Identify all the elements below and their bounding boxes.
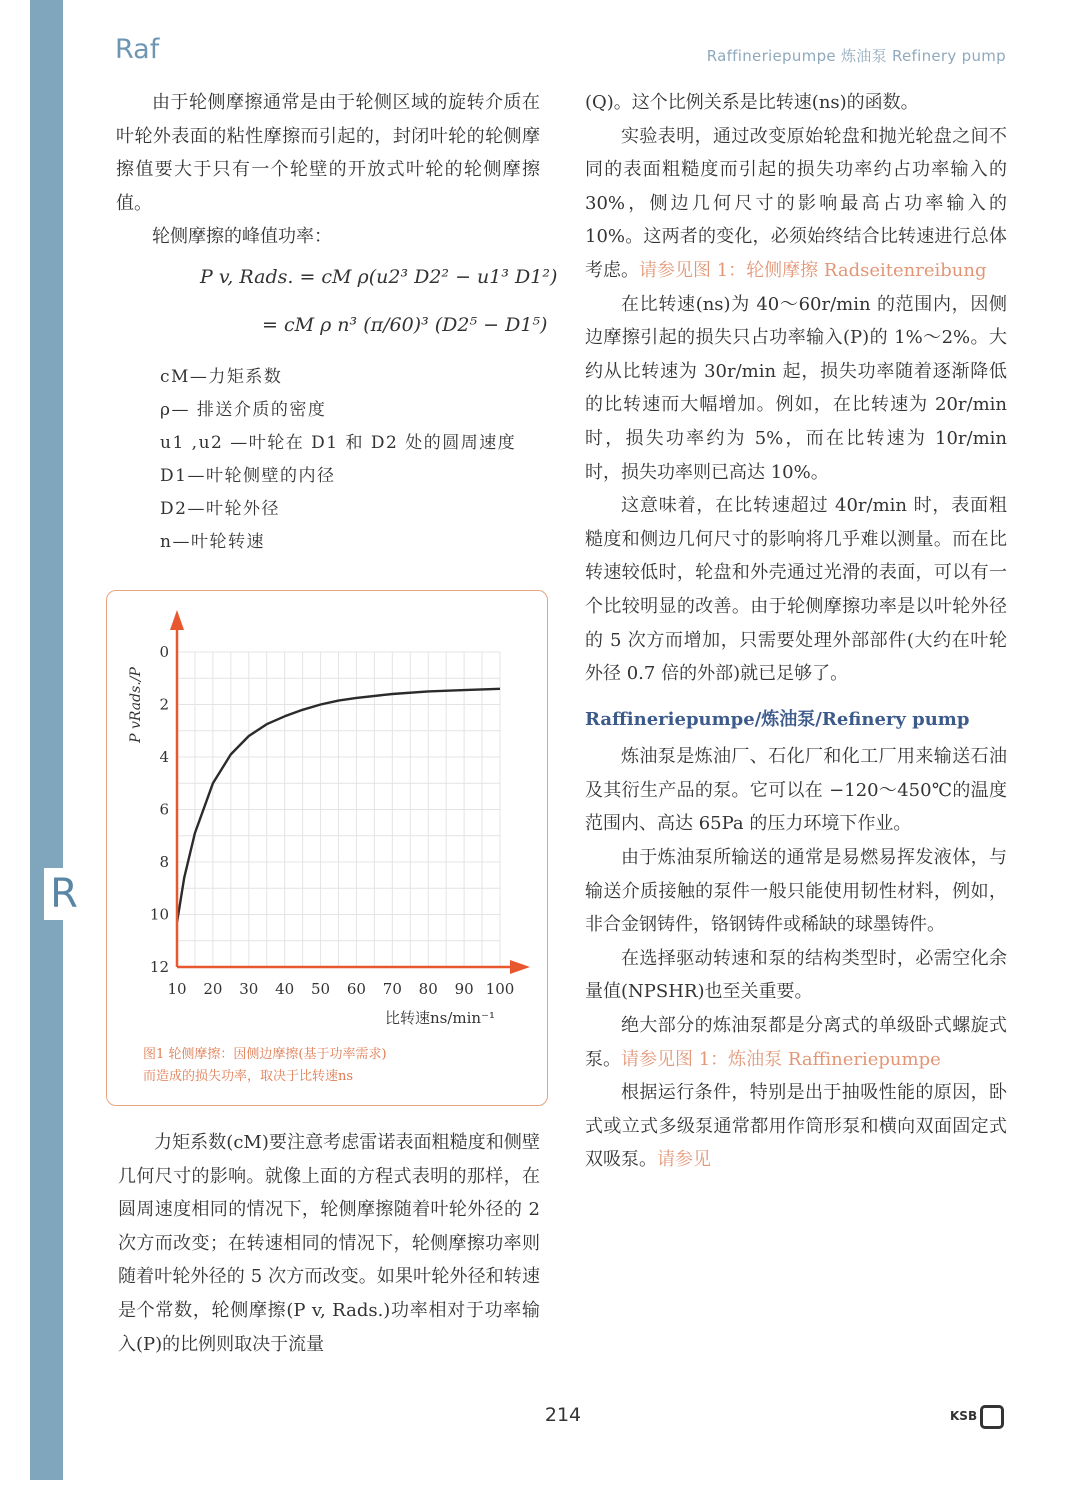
paragraph: 这意味着，在比转速超过 40r/min 时，表面粗糙度和侧边几何尺寸的影响将几乎难以测量。而在比转速较低时，轮盘和外壳通过光滑的表面，可以有一个比较明显的改善。由于轮侧摩擦功率是以叶轮外径的 5 次方而增加，只需要处理外部部件(大约在叶轮外径 0.7 倍的外部)就已足够了。	[585, 495, 1007, 685]
paragraph: 在选择驱动转速和泵的结构类型时，必需空化余量值(NPSHR)也至关重要。	[585, 947, 1007, 1003]
ksb-logo: KSB	[950, 1409, 978, 1423]
symbol-definition: n—叶轮转速	[160, 532, 265, 552]
x-axis-label: 比转速ns/min⁻¹	[384, 1009, 496, 1027]
cross-reference-link[interactable]: 请参见图 1：轮侧摩擦 Radseitenreibung	[639, 259, 987, 281]
left-column-bottom	[118, 1126, 540, 1361]
y-tick-label: 2	[159, 695, 169, 714]
ksb-logo-icon	[980, 1405, 1004, 1429]
section-heading: Raffineriepumpe/炼油泵/Refinery pump	[585, 708, 970, 730]
cross-reference-link[interactable]: 请参见图 1：炼油泵 Raffineriepumpe	[621, 1048, 941, 1070]
paragraph: 由于轮侧摩擦通常是由于轮侧区域的旋转介质在叶轮外表面的粘性摩擦而引起的，封闭叶轮的轮侧摩擦值要大于只有一个轮壁的开放式叶轮的轮侧摩擦值。	[116, 92, 540, 214]
x-axis-arrow-icon	[510, 960, 530, 974]
figure-caption-line: 图1 轮侧摩擦：因侧边摩擦(基于功率需求)	[143, 1047, 387, 1062]
x-tick-label: 60	[346, 980, 366, 998]
paragraph: 由于炼油泵所输送的通常是易燃易挥发液体，与输送介质接触的泵件一般只能使用韧性材料，例如，非合金钢铸件，铬钢铸件或稀缺的球墨铸件。	[585, 847, 1007, 936]
paragraph: (Q)。这个比例关系是比转速(ns)的函数。	[585, 92, 919, 113]
symbol-definition: cM—力矩系数	[160, 367, 283, 387]
cross-reference-link[interactable]: 请参见	[657, 1149, 711, 1171]
paragraph: 炼油泵是炼油厂、石化厂和化工厂用来输送石油及其衍生产品的泵。它可以在 −120～450℃的温度范围内、高达 65Pa 的压力环境下作业。	[585, 746, 1007, 835]
symbol-definition: D1—叶轮侧壁的内径	[160, 466, 336, 486]
x-tick-label: 70	[382, 980, 402, 998]
paragraph	[585, 1076, 1007, 1177]
formula-line-2: = cM ρ n³ (π/60)³ (D2⁵ − D1⁵)	[262, 314, 548, 336]
x-tick-label: 30	[239, 980, 259, 998]
symbol-definition: u1 ,u2 —叶轮在 D1 和 D2 处的圆周速度	[160, 433, 517, 453]
paragraph	[585, 1009, 1007, 1076]
x-tick-label: 10	[167, 980, 187, 998]
formula-line-1: P v, Rads. = cM ρ(u2³ D2² − u1³ D1²)	[200, 266, 558, 288]
symbol-definition: ρ— 排送介质的密度	[160, 400, 327, 420]
paragraph-text: 实验表明，通过改变原始轮盘和抛光轮盘之间不同的表面粗糙度而引起的损失功率约占功率输入的 30%，侧边几何尺寸的影响最高占功率输入的 10%。这两者的变化，必须始终结合比转速进行总体考虑。	[585, 125, 1007, 281]
right-column	[585, 86, 1007, 1177]
paragraph: 在比转速(ns)为 40～60r/min 的范围内，因侧边摩擦引起的损失只占功率输入(P)的 1%～2%。大约从比转速为 30r/min 起，损失功率随着逐渐降低的比转速而大幅增加。例如，在比转速为 20r/min 时，损失功率约为 5%，而在比转速为 10r/min 时，损失功率则已高达 10%。	[585, 293, 1007, 483]
figure-caption-line: 而造成的损失功率，取决于比转速ns	[143, 1069, 354, 1084]
x-tick-label: 100	[485, 980, 515, 998]
friction-loss-chart	[110, 600, 540, 1040]
x-tick-label: 20	[203, 980, 223, 998]
paragraph: 轮侧摩擦的峰值功率：	[152, 226, 332, 248]
paragraph	[585, 120, 1007, 288]
left-column-top	[116, 86, 540, 254]
y-axis-arrow-icon	[170, 610, 184, 630]
paragraph-text: 根据运行条件，特别是出于抽吸性能的原因，卧式或立式多级泵通常都用作筒形泵和横向双面固定式双吸泵。	[585, 1082, 1007, 1171]
y-axis-label: P vRads./P	[128, 667, 144, 743]
y-tick-label: 6	[159, 800, 169, 819]
sidebar-strip	[30, 0, 63, 1480]
section-abbreviation: Raf	[115, 34, 160, 65]
paragraph: 力矩系数(cM)要注意考虑雷诺表面粗糙度和侧壁几何尺寸的影响。就像上面的方程式表明的那样，在圆周速度相同的情况下，轮侧摩擦随着叶轮外径的 2 次方而改变；在转速相同的情况下，轮侧摩擦功率则随着叶轮外径的 5 次方而改变。如果叶轮外径和转速是个常数，轮侧摩擦(P v, Rads.)功率相对于功率输入(P)的比例则取决于流量	[118, 1132, 540, 1355]
x-tick-label: 50	[311, 980, 331, 998]
y-tick-label: 12	[149, 958, 169, 976]
x-tick-label: 90	[454, 980, 474, 998]
sidebar-index-letter: R	[44, 868, 84, 920]
paragraph-text: 绝大部分的炼油泵都是分离式的单级卧式螺旋式泵。	[585, 1015, 1007, 1070]
y-tick-label: 0	[159, 643, 169, 661]
page-number: 214	[544, 1404, 582, 1426]
chart-grid	[177, 652, 500, 967]
y-tick-label: 4	[159, 748, 169, 766]
running-title: Raffineriepumpe 炼油泵 Refinery pump	[706, 47, 1006, 65]
x-tick-label: 40	[275, 980, 295, 998]
figure-caption	[143, 1044, 523, 1088]
symbol-definition: D2—叶轮外径	[160, 499, 280, 519]
y-tick-label: 10	[149, 905, 169, 924]
y-tick-label: 8	[159, 853, 169, 871]
x-tick-label: 80	[418, 980, 438, 998]
